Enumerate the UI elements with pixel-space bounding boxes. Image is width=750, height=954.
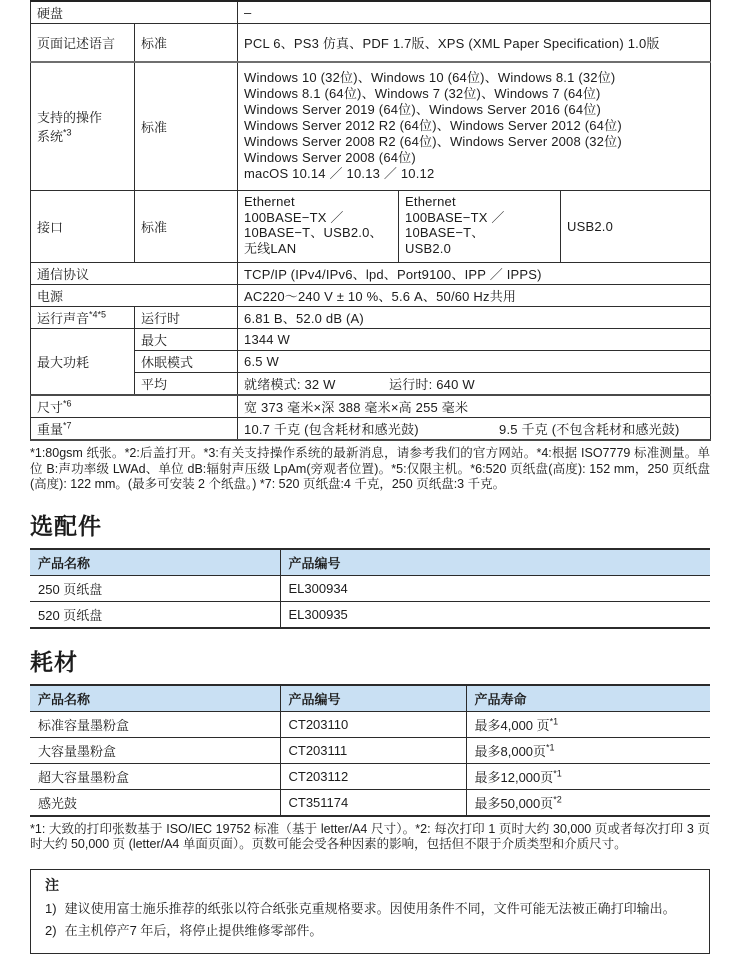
note-item-number: 1) xyxy=(45,901,57,916)
consumable-life: 最多50,000页$^{*2}$ xyxy=(466,789,710,816)
spec-row-size xyxy=(31,395,711,418)
spec-row-protocol xyxy=(31,263,711,285)
footnote-ref: *2 xyxy=(553,794,562,804)
footnote-ref-7: *7 xyxy=(63,421,72,431)
spec-row-noise xyxy=(31,307,711,329)
spec-value-interface-3: USB2.0 xyxy=(561,191,711,263)
accessory-code: EL300934 xyxy=(280,575,710,601)
spec-sub-consumption-max: 最大 xyxy=(135,329,238,351)
consumable-name: 大容量墨粉盒 xyxy=(30,737,280,763)
consumables-title: 耗材 xyxy=(30,644,710,677)
spec-table xyxy=(30,0,711,441)
spec-value-size: 宽 373 毫米×深 388 毫米×高 255 毫米 xyxy=(238,395,711,418)
spec-row-consumption-max xyxy=(31,329,711,351)
spec-value-interface-1: Ethernet 100BASE−TX ／ 10BASE−T、USB2.0、 无线LAN xyxy=(238,191,399,263)
footnote-ref: *1 xyxy=(546,742,555,752)
footnote-ref-4-5: *4*5 xyxy=(89,310,106,320)
consumable-life: 最多12,000页$^{*1}$ xyxy=(466,763,710,789)
accessory-name: 250 页纸盘 xyxy=(30,575,280,601)
spec-footnote: *1:80gsm 纸张。*2:后盖打开。*3:有关支持操作系统的最新消息，请参考我们的官方网站。*4:根据 ISO7779 标准测量。单位 B:声功率级 LWAd、单位 dB:辐射声压级 LpAm(旁观者位置)。*5:仅限主机。*6:520 页纸盘(高度): 152 mm，250 页纸盘 (高度): 122 mm。(最多可安装 2 个纸盘。) *7: 520 页纸盘:4 千克，250 页纸盘:3 千克。 xyxy=(30,446,710,493)
accessory-code: EL300935 xyxy=(280,601,710,628)
note-item-text: 在主机停产7 年后，将停止提供维修零部件。 xyxy=(65,923,323,938)
os-line: Windows Server 2008 (64位) xyxy=(244,150,704,166)
spec-row-weight xyxy=(31,418,711,441)
spec-value-consumption-max: 1344 W xyxy=(238,329,711,351)
spec-row-interface xyxy=(31,191,711,263)
table-row xyxy=(30,789,710,816)
consumables-header-name: 产品名称 xyxy=(30,685,280,712)
consumable-name: 标准容量墨粉盒 xyxy=(30,711,280,737)
os-line: Windows 8.1 (64位)、Windows 7 (32位)、Windows 7 (64位) xyxy=(244,86,704,102)
consumables-header-code: 产品编号 xyxy=(280,685,466,712)
note-box xyxy=(30,869,710,954)
spec-row-pdl xyxy=(31,24,711,62)
accessories-title: 选配件 xyxy=(30,508,710,541)
spec-label-pdl: 页面记述语言 xyxy=(31,24,135,62)
consumables-footnote: *1: 大致的打印张数基于 ISO/IEC 19752 标准（基于 letter/A4 尺寸）。*2: 每次打印 1 页时大约 30,000 页或者每次打印 3 页时大约 50,000 页 (letter/A4 单面页面）。页数可能会受各种因素的影响，包括但不限于介质类型和介质尺寸。 xyxy=(30,822,710,853)
os-line: macOS 10.14 ／ 10.13 ／ 10.12 xyxy=(244,166,704,182)
spec-row-os xyxy=(31,62,711,191)
spec-sub-os: 标准 xyxy=(135,62,238,191)
consumable-life: 最多4,000 页$^{*1}$ xyxy=(466,711,710,737)
table-row xyxy=(30,575,710,601)
consumable-code: CT203111 xyxy=(280,737,466,763)
spec-label-weight: 重量$^{*7}$ xyxy=(31,418,238,441)
spec-value-consumption-avg: 就绪模式: 32 W 运行时: 640 W xyxy=(238,373,711,396)
spec-sub-interface: 标准 xyxy=(135,191,238,263)
os-line: Windows 10 (32位)、Windows 10 (64位)、Windows 8.1 (32位) xyxy=(244,70,704,86)
spec-label-interface: 接口 xyxy=(31,191,135,263)
table-row xyxy=(30,601,710,628)
spec-sub-consumption-avg: 平均 xyxy=(135,373,238,396)
spec-label-size: 尺寸$^{*6}$ xyxy=(31,395,238,418)
footnote-ref-3: *3 xyxy=(63,128,72,138)
consumable-code: CT203112 xyxy=(280,763,466,789)
consumable-name: 感光鼓 xyxy=(30,789,280,816)
accessories-header-row xyxy=(30,549,710,576)
spec-row-hdd xyxy=(31,1,711,24)
note-item xyxy=(45,920,695,943)
note-item-text: 建议使用富士施乐推荐的纸张以符合纸张克重规格要求。因使用条件不同，文件可能无法被正确打印输出。 xyxy=(65,901,676,916)
consumables-table xyxy=(30,684,710,817)
consumable-life: 最多8,000页$^{*1}$ xyxy=(466,737,710,763)
note-item-number: 2) xyxy=(45,923,57,938)
table-row xyxy=(30,711,710,737)
table-row xyxy=(30,763,710,789)
spec-value-consumption-sleep: 6.5 W xyxy=(238,351,711,373)
spec-label-protocol: 通信协议 xyxy=(31,263,238,285)
spec-label-hdd: 硬盘 xyxy=(31,1,238,24)
spec-value-noise: 6.81 B、52.0 dB (A) xyxy=(238,307,711,329)
os-line: Windows Server 2008 R2 (64位)、Windows Server 2008 (32位) xyxy=(244,134,704,150)
spec-value-protocol: TCP/IP (IPv4/IPv6、lpd、Port9100、IPP ／ IPPS) xyxy=(238,263,711,285)
spec-label-noise: 运行声音$^{*4*5}$ xyxy=(31,307,135,329)
spec-sub-pdl: 标准 xyxy=(135,24,238,62)
footnote-ref: *1 xyxy=(553,768,562,778)
accessories-table xyxy=(30,548,710,629)
spec-value-os xyxy=(238,62,711,191)
spec-row-power xyxy=(31,285,711,307)
spec-value-hdd: – xyxy=(238,1,711,24)
spec-label-power: 电源 xyxy=(31,285,238,307)
spec-value-pdl: PCL 6、PS3 仿真、PDF 1.7版、XPS (XML Paper Specification) 1.0版 xyxy=(238,24,711,62)
spec-sub-consumption-sleep: 休眠模式 xyxy=(135,351,238,373)
accessory-name: 520 页纸盘 xyxy=(30,601,280,628)
consumable-name: 超大容量墨粉盒 xyxy=(30,763,280,789)
footnote-ref-6: *6 xyxy=(63,399,72,409)
note-title: 注 xyxy=(45,875,695,895)
spec-value-weight: 10.7 千克 (包含耗材和感光鼓) 9.5 千克 (不包含耗材和感光鼓) xyxy=(238,418,711,441)
note-item xyxy=(45,898,695,921)
spec-value-interface-2: Ethernet 100BASE−TX ／ 10BASE−T、 USB2.0 xyxy=(399,191,561,263)
table-row xyxy=(30,737,710,763)
footnote-ref: *1 xyxy=(550,716,559,726)
consumable-code: CT351174 xyxy=(280,789,466,816)
accessories-header-name: 产品名称 xyxy=(30,549,280,576)
spec-label-os: 支持的操作 系统$^{*3}$ xyxy=(31,62,135,191)
spec-value-power: AC220～240 V ± 10 %、5.6 A、50/60 Hz共用 xyxy=(238,285,711,307)
spec-label-consumption: 最大功耗 xyxy=(31,329,135,396)
accessories-header-code: 产品编号 xyxy=(280,549,710,576)
consumables-header-life: 产品寿命 xyxy=(466,685,710,712)
consumables-header-row xyxy=(30,685,710,712)
os-line: Windows Server 2012 R2 (64位)、Windows Server 2012 (64位) xyxy=(244,118,704,134)
os-line: Windows Server 2019 (64位)、Windows Server 2016 (64位) xyxy=(244,102,704,118)
consumable-code: CT203110 xyxy=(280,711,466,737)
spec-sub-noise: 运行时 xyxy=(135,307,238,329)
